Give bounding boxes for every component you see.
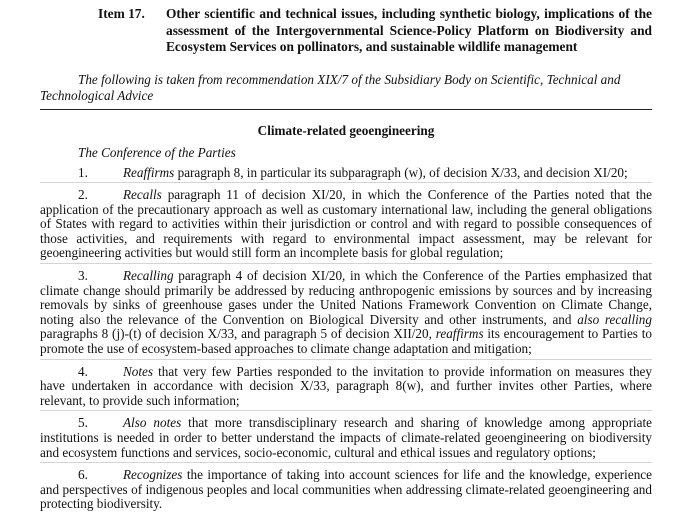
paragraph-text: its encouragement to Parties to promote the use of ecosystem-based approaches to climate change adaptation and mitigation; [40, 326, 653, 357]
paragraph-lead: Recalls [123, 187, 162, 203]
paragraph-text: that very few Parties responded to the invitation to provide information on measures they have undertaken in accordance with decision X/33, paragraph 8(w), and further invites other Parties, where relevant, to provide such information; [40, 363, 652, 408]
paragraph-lead: Reaffirms [123, 164, 175, 180]
paragraph-4 [40, 365, 652, 409]
paragraph-lead: Recognizes [123, 467, 183, 483]
section-divider [40, 109, 652, 110]
paragraph-number: 1. [78, 164, 88, 180]
preamble: The Conference of the Parties [78, 144, 236, 160]
paragraph-text: paragraph 11 of decision XI/20, in which the Conference of the Parties noted that the application of the precautionary approach as well as customary international law, including the general obligations of States with regard to activities within their jurisdiction or control and with regard to possible consequences of those activities, and requirements with regard to environmental impact assessment, may be relevant for geoengineering activities but would still form an incomplete basis for global regulation; [40, 187, 652, 261]
section-heading: Climate-related geoengineering [257, 122, 435, 138]
paragraph-number: 6. [78, 467, 88, 483]
paragraph-text: the importance of taking into account sciences for life and the knowledge, experience and perspectives of indigenous peoples and local communities when addressing climate-related geoengineering and protecting biodiversity. [40, 467, 652, 512]
paragraph-separator [40, 182, 652, 183]
paragraph-separator [40, 462, 652, 463]
paragraph-lead: Recalling [123, 268, 174, 284]
item-number: Item 17. [98, 6, 145, 21]
paragraph-text: that more transdisciplinary research and sharing of knowledge among appropriate institutions is needed in order to better understand the impacts of climate-related geoengineering on biodiversity and ecosystem functions and services, socio-economic, cultural and ethical issues and regulatory options; [40, 415, 652, 460]
paragraph-text: paragraph 4 of decision XI/20, in which the Conference of the Parties emphasized that climate change should primarily be addressed by reducing anthropogenic emissions by sources and by increasing removals by sinks of greenhouse gases under the United Nations Framework Convention on Climate Change, noting also the relevance of the Convention on Biological Diversity and other instruments, and [40, 268, 652, 327]
paragraph-italic: also recalling [577, 311, 652, 327]
paragraph-1 [40, 166, 652, 181]
paragraph-5 [40, 416, 652, 460]
paragraph-2 [40, 188, 652, 261]
paragraph-lead: Notes [123, 363, 154, 379]
paragraph-text: paragraphs 8 (j)-(t) of decision X/33, and paragraph 5 of decision XII/20, [40, 326, 436, 342]
paragraph-separator [40, 263, 652, 264]
paragraph-text: paragraph 8, in particular its subparagraph (w), of decision X/33, and decision XI/20; [174, 164, 628, 180]
paragraph-italic: reaffirms [435, 326, 484, 342]
paragraph-number: 5. [78, 415, 88, 431]
paragraph-6 [40, 468, 652, 512]
paragraph-number: 3. [78, 268, 88, 284]
item-title: Other scientific and technical issues, including synthetic biology, implications of the assessment of the Intergovernmental Science-Policy Platform on Biodiversity and Ecosystem Services on pollinators, and sustainable wildlife management [166, 6, 652, 54]
paragraph-lead: Also notes [123, 415, 182, 431]
paragraph-number: 2. [78, 187, 88, 203]
paragraph-3 [40, 269, 652, 357]
agenda-item-header [98, 6, 652, 56]
paragraph-number: 4. [78, 363, 88, 379]
document-page [40, 6, 652, 512]
source-note: The following is taken from recommendation XIX/7 of the Subsidiary Body on Scientific, Technical and Technological Advice [40, 71, 621, 103]
paragraph-separator [40, 410, 652, 411]
paragraph-separator [40, 359, 652, 360]
